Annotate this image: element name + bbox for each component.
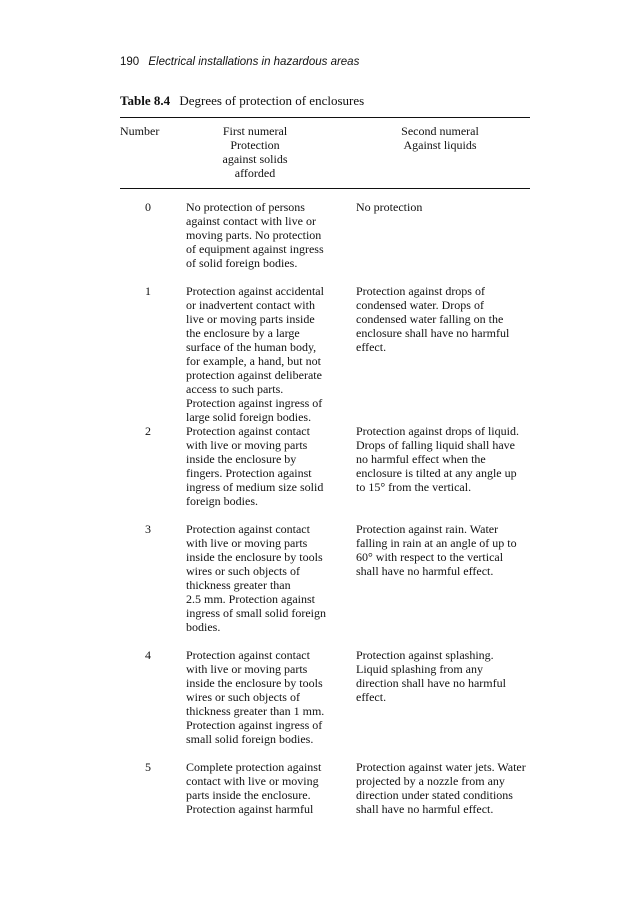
cell-line: access to such parts. (186, 382, 284, 396)
cell-line: condensed water falling on the (356, 312, 504, 326)
row-number (120, 522, 176, 536)
first-numeral-cell (186, 760, 356, 816)
cell-line: to 15° from the vertical. (356, 480, 472, 494)
cell-line: Complete protection against (186, 760, 322, 774)
table-row (120, 284, 530, 424)
cell-line: condensed water. Drops of (356, 298, 484, 312)
cell-line: direction under stated conditions (356, 788, 513, 802)
running-head (120, 56, 359, 68)
cell-line: direction shall have no harmful (356, 676, 506, 690)
cell-line: 60° with respect to the vertical (356, 550, 504, 564)
row-number-text: 0 (145, 200, 151, 214)
cell-line: Protection against harmful (186, 802, 314, 816)
cell-line: Liquid splashing from any (356, 662, 483, 676)
table-row (120, 760, 530, 830)
cell-line: projected by a nozzle from any (356, 774, 505, 788)
cell-line: Protection against splashing. (356, 648, 494, 662)
header-line: Against liquids (403, 138, 477, 152)
table-row (120, 424, 530, 522)
cell-line: effect. (356, 690, 387, 704)
cell-line: Protection against contact (186, 648, 310, 662)
cell-line: 2.5 mm. Protection against (186, 592, 315, 606)
cell-line: large solid foreign bodies. (186, 410, 312, 424)
first-numeral-cell (186, 424, 356, 508)
second-numeral-cell (356, 424, 532, 494)
second-numeral-cell (356, 760, 532, 816)
table-top-rule (120, 117, 530, 118)
second-numeral-cell (356, 200, 532, 214)
cell-line: for example, a hand, but not (186, 354, 321, 368)
cell-line: Protection against drops of liquid. (356, 424, 519, 438)
cell-line: No protection of persons (186, 200, 305, 214)
cell-line: of solid foreign bodies. (186, 256, 298, 270)
cell-line: fingers. Protection against (186, 466, 312, 480)
header-line: afforded (234, 166, 276, 180)
second-numeral-cell (356, 648, 532, 704)
cell-line: against contact with live or (186, 214, 316, 228)
cell-line: Protection against contact (186, 424, 310, 438)
row-number-text: 2 (145, 424, 151, 438)
cell-line: or inadvertent contact with (186, 298, 315, 312)
cell-line: of equipment against ingress (186, 242, 324, 256)
row-number (120, 760, 176, 774)
cell-line: parts inside the enclosure. (186, 788, 311, 802)
first-numeral-cell (186, 648, 356, 746)
cell-line: moving parts. No protection (186, 228, 322, 242)
table-body (120, 200, 530, 830)
cell-line: Protection against water jets. Water (356, 760, 526, 774)
cell-line: thickness greater than 1 mm. (186, 704, 325, 718)
cell-line: inside the enclosure by tools (186, 550, 323, 564)
header-line: against solids (222, 152, 288, 166)
first-numeral-cell (186, 284, 356, 424)
cell-line: small solid foreign bodies. (186, 732, 314, 746)
table-header-rule (120, 188, 530, 189)
row-number (120, 424, 176, 438)
cell-line: the enclosure by a large (186, 326, 300, 340)
row-number-text: 1 (145, 284, 151, 298)
first-numeral-cell (186, 522, 356, 634)
cell-line: surface of the human body, (186, 340, 317, 354)
cell-line: ingress of medium size solid (186, 480, 324, 494)
cell-line: no harmful effect when the (356, 452, 486, 466)
table-caption (120, 93, 364, 109)
header-line: Second numeral (401, 124, 479, 138)
row-number-text: 4 (145, 648, 151, 662)
header-first-numeral (180, 124, 330, 180)
header-line: Number (120, 124, 160, 138)
row-number (120, 648, 176, 662)
cell-line: wires or such objects of (186, 564, 300, 578)
cell-line: shall have no harmful effect. (356, 564, 494, 578)
header-second-numeral (350, 124, 530, 152)
table-label: Table 8.4 (120, 93, 171, 108)
cell-line: with live or moving parts (186, 662, 308, 676)
cell-line: falling in rain at an angle of up to (356, 536, 517, 550)
cell-line: thickness greater than (186, 578, 291, 592)
row-number (120, 200, 176, 214)
table-row (120, 648, 530, 760)
cell-line: enclosure shall have no harmful (356, 326, 510, 340)
cell-line: wires or such objects of (186, 690, 300, 704)
cell-line: with live or moving parts (186, 438, 308, 452)
header-number (120, 124, 159, 138)
row-number (120, 284, 176, 298)
header-line: Protection (230, 138, 280, 152)
second-numeral-cell (356, 284, 532, 354)
page-number: 190 (120, 56, 140, 68)
cell-line: inside the enclosure by (186, 452, 297, 466)
row-number-text: 5 (145, 760, 151, 774)
cell-line: Protection against ingress of (186, 396, 323, 410)
cell-line: Protection against contact (186, 522, 310, 536)
cell-line: Protection against rain. Water (356, 522, 499, 536)
cell-line: live or moving parts inside (186, 312, 315, 326)
cell-line: Drops of falling liquid shall have (356, 438, 515, 452)
cell-line: foreign bodies. (186, 494, 258, 508)
header-line: First numeral (222, 124, 288, 138)
cell-line: enclosure is tilted at any angle up (356, 466, 517, 480)
table-row (120, 200, 530, 284)
cell-line: No protection (356, 200, 423, 214)
cell-line: with live or moving parts (186, 536, 308, 550)
running-title: Electrical installations in hazardous areas (148, 56, 360, 68)
cell-line: bodies. (186, 620, 221, 634)
cell-line: contact with live or moving (186, 774, 319, 788)
cell-line: inside the enclosure by tools (186, 676, 323, 690)
cell-line: protection against deliberate (186, 368, 322, 382)
cell-line: Protection against accidental (186, 284, 324, 298)
cell-line: Protection against ingress of (186, 718, 323, 732)
table-caption-text: Degrees of protection of enclosures (179, 93, 365, 108)
cell-line: effect. (356, 340, 387, 354)
cell-line: ingress of small solid foreign (186, 606, 326, 620)
cell-line: Protection against drops of (356, 284, 485, 298)
cell-line: shall have no harmful effect. (356, 802, 494, 816)
second-numeral-cell (356, 522, 532, 578)
row-number-text: 3 (145, 522, 151, 536)
first-numeral-cell (186, 200, 356, 270)
table-row (120, 522, 530, 648)
